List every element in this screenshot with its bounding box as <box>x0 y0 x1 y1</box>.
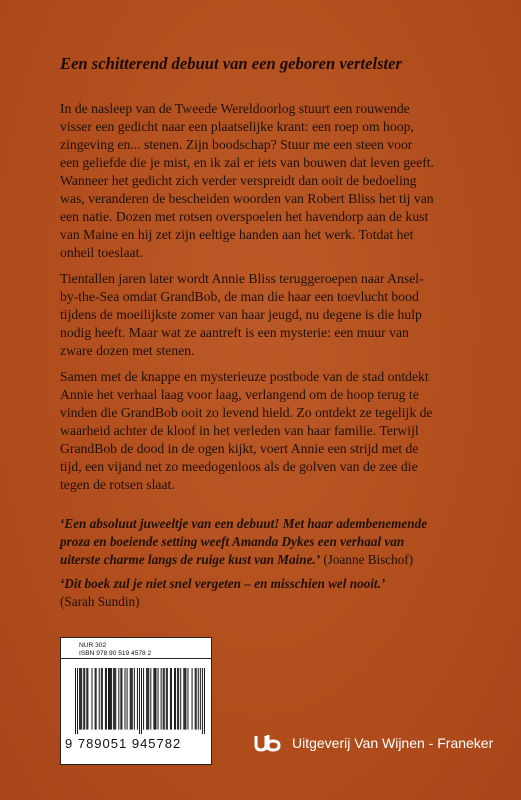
blurb-line: tijdens de moeilijkste zomer van haar jeugd, nu degene is die hulp <box>60 307 422 322</box>
blurb-line: van Maine en hij zet zijn eeltige handen aan het werk. Totdat het <box>60 227 414 242</box>
barcode-bars <box>75 668 205 734</box>
blurb-line: een natie. Dozen met rotsen overspoelen het havendorp aan de kust <box>60 209 429 224</box>
blurb-paragraph-1 <box>60 100 506 262</box>
blurb-line: by-the-Sea omdat GrandBob, de man die haar een toevlucht bood <box>60 289 419 304</box>
blurb-line: waarheid achter de kloof in het verleden van haar familie. Terwijl <box>60 423 419 438</box>
blurb-line: nodig heeft. Maar wat ze aantreft is een mysterie: een muur van <box>60 325 409 340</box>
blurb-line: Annie het verhaal laag voor laag, verlangend om de hoop terug te <box>60 387 419 402</box>
box-divider <box>61 658 211 659</box>
review-quote-1 <box>60 515 506 569</box>
publisher-name: Uitgeverij Van Wijnen - Franeker <box>292 735 494 751</box>
blurb-paragraph-2 <box>60 270 506 360</box>
quote-last-line <box>60 551 506 569</box>
blurb-line: In de nasleep van de Tweede Wereldoorlog stuurt een rouwende <box>60 101 410 116</box>
publisher-logo-group <box>254 728 292 758</box>
blurb-line: GrandBob de dood in de ogen kijkt, voert Annie een strijd met de <box>60 441 419 456</box>
quote-line: proza en boeiende setting weeft Amanda Dykes een verhaal van <box>60 534 405 549</box>
blurb-line: Tientallen jaren later wordt Annie Bliss teruggeroepen naar Ansel- <box>60 271 424 286</box>
blurb-line: tegen de rotsen slaat. <box>60 477 175 492</box>
blurb-line: was, veranderen de bescheiden woorden van Robert Bliss het tij van <box>60 191 434 206</box>
quote-line: ‘Dit boek zul je niet snel vergeten – en misschien wel nooit.’ <box>60 576 386 591</box>
quote-source: (Joanne Bischof) <box>320 552 414 567</box>
blurb-line: Wanneer het gedicht zich verder verspreidt dan ooit de bedoeling <box>60 173 417 188</box>
blurb-line: een geliefde die je mist, en ik zal er iets van bouwen dat leven geeft. <box>60 155 434 170</box>
blurb-line: onheil toeslaat. <box>60 245 143 260</box>
quote-line: ‘Een absoluut juweeltje van een debuut! Met haar adembenemende <box>60 516 428 531</box>
barcode-icon <box>75 668 205 734</box>
isbn-text: ISBN 978 90 519 4578 2 <box>79 650 152 657</box>
blurb-line: zware dozen met stenen. <box>60 343 195 358</box>
blurb-line: tijd, een vijand net zo meedogenloos als de golven van de zee die <box>60 459 418 474</box>
blurb-paragraph-3 <box>60 368 506 494</box>
barcode-box <box>60 637 212 765</box>
blurb-line: Samen met de knappe en mysterieuze postbode van de stad ontdekt <box>60 369 429 384</box>
tagline: Een schitterend debuut van een geboren vertelster <box>60 54 402 73</box>
blurb-line: visser een gedicht naar een plaatselijke krant: een roep om hoop, <box>60 119 414 134</box>
quote-line: uiterste charme langs de ruige kust van Maine.’ <box>60 552 321 567</box>
uw-logo-icon <box>254 733 282 753</box>
blurb-line: zingeving en... stenen. Zijn boodschap? Stuur me een steen voor <box>60 137 413 152</box>
review-quote-2 <box>60 575 506 611</box>
publisher-name-clip <box>292 728 521 758</box>
quote-source: (Sarah Sundin) <box>60 594 140 609</box>
nur-code: NUR 302 <box>79 642 107 649</box>
barcode-digits: 9 789051 945782 <box>65 736 182 751</box>
blurb-line: vinden die GrandBob ooit zo levend hield. Zo ontdekt ze tegelijk de <box>60 405 433 420</box>
